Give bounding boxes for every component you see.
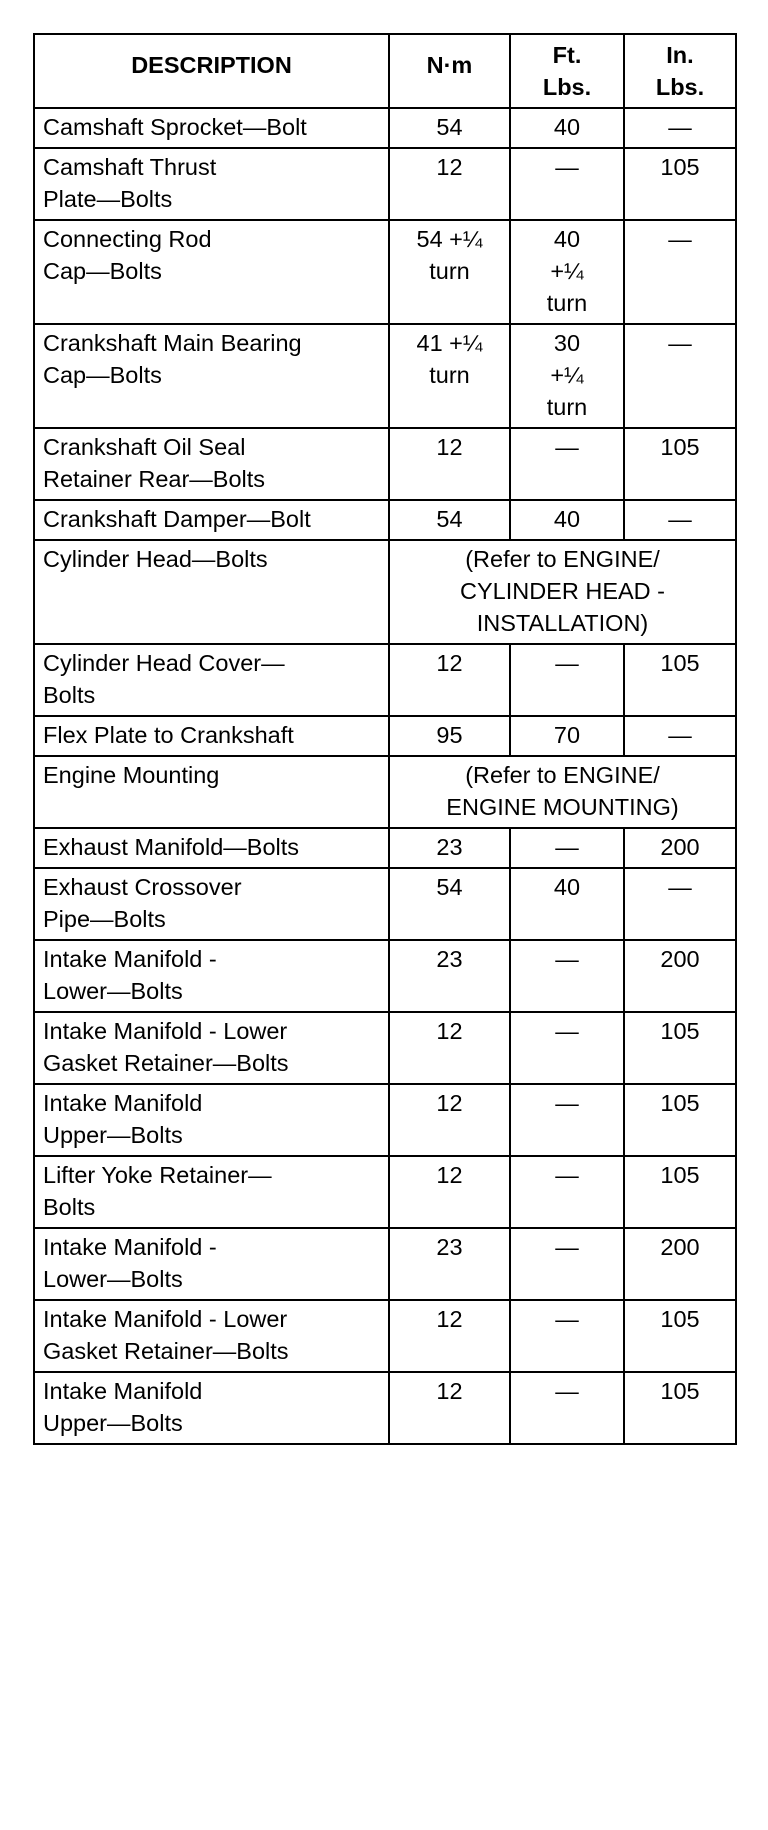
row-inch-pounds: —	[624, 220, 736, 324]
row-newton-meters: 12	[389, 1372, 510, 1444]
row-description: Cylinder Head—Bolts	[34, 540, 389, 644]
row-foot-pounds: 30 +¼ turn	[510, 324, 624, 428]
table-row	[34, 220, 736, 324]
row-foot-pounds: 40	[510, 108, 624, 148]
row-description: Engine Mounting	[34, 756, 389, 828]
row-foot-pounds: —	[510, 1372, 624, 1444]
row-newton-meters: 54	[389, 868, 510, 940]
row-description: Cylinder Head Cover— Bolts	[34, 644, 389, 716]
row-newton-meters: 23	[389, 1228, 510, 1300]
torque-specifications-table	[33, 33, 737, 1445]
row-newton-meters: 23	[389, 828, 510, 868]
row-inch-pounds: 105	[624, 148, 736, 220]
table-row	[34, 1300, 736, 1372]
row-newton-meters: 12	[389, 644, 510, 716]
header-description: DESCRIPTION	[34, 34, 389, 108]
row-inch-pounds: 105	[624, 1012, 736, 1084]
row-foot-pounds: 40	[510, 500, 624, 540]
row-newton-meters: 23	[389, 940, 510, 1012]
table-row	[34, 540, 736, 644]
table-row	[34, 428, 736, 500]
table-row	[34, 1012, 736, 1084]
row-description: Intake Manifold - Lower—Bolts	[34, 1228, 389, 1300]
table-row	[34, 1372, 736, 1444]
row-inch-pounds: 105	[624, 644, 736, 716]
row-inch-pounds: 105	[624, 1300, 736, 1372]
row-description: Intake Manifold - Lower—Bolts	[34, 940, 389, 1012]
row-foot-pounds: —	[510, 1300, 624, 1372]
table-row	[34, 868, 736, 940]
row-inch-pounds: —	[624, 868, 736, 940]
row-foot-pounds: 40 +¼ turn	[510, 220, 624, 324]
row-description: Camshaft Sprocket—Bolt	[34, 108, 389, 148]
row-inch-pounds: 105	[624, 1372, 736, 1444]
table-row	[34, 716, 736, 756]
row-foot-pounds: —	[510, 644, 624, 716]
row-reference-note: (Refer to ENGINE/ CYLINDER HEAD - INSTALLATION)	[389, 540, 736, 644]
row-newton-meters: 54	[389, 500, 510, 540]
row-inch-pounds: —	[624, 500, 736, 540]
table-row	[34, 108, 736, 148]
row-newton-meters: 12	[389, 148, 510, 220]
row-description: Intake Manifold Upper—Bolts	[34, 1084, 389, 1156]
row-description: Exhaust Crossover Pipe—Bolts	[34, 868, 389, 940]
row-description: Flex Plate to Crankshaft	[34, 716, 389, 756]
row-description: Lifter Yoke Retainer— Bolts	[34, 1156, 389, 1228]
row-inch-pounds: —	[624, 108, 736, 148]
row-newton-meters: 95	[389, 716, 510, 756]
row-inch-pounds: 200	[624, 940, 736, 1012]
table-body	[34, 108, 736, 1444]
row-foot-pounds: —	[510, 1156, 624, 1228]
row-inch-pounds: —	[624, 716, 736, 756]
row-newton-meters: 41 +¼ turn	[389, 324, 510, 428]
row-inch-pounds: —	[624, 324, 736, 428]
row-inch-pounds: 200	[624, 1228, 736, 1300]
row-description: Camshaft Thrust Plate—Bolts	[34, 148, 389, 220]
row-newton-meters: 54	[389, 108, 510, 148]
table-row	[34, 756, 736, 828]
row-foot-pounds: —	[510, 1084, 624, 1156]
row-foot-pounds: —	[510, 148, 624, 220]
row-description: Crankshaft Damper—Bolt	[34, 500, 389, 540]
row-inch-pounds: 105	[624, 1084, 736, 1156]
table-row	[34, 148, 736, 220]
table-row	[34, 1228, 736, 1300]
table-header-row	[34, 34, 736, 108]
row-newton-meters: 54 +¼ turn	[389, 220, 510, 324]
row-inch-pounds: 105	[624, 1156, 736, 1228]
table-row	[34, 644, 736, 716]
table-row	[34, 940, 736, 1012]
row-newton-meters: 12	[389, 1012, 510, 1084]
row-newton-meters: 12	[389, 1084, 510, 1156]
row-description: Intake Manifold - Lower Gasket Retainer—Bolts	[34, 1012, 389, 1084]
row-reference-note: (Refer to ENGINE/ ENGINE MOUNTING)	[389, 756, 736, 828]
row-description: Connecting Rod Cap—Bolts	[34, 220, 389, 324]
row-inch-pounds: 200	[624, 828, 736, 868]
table-row	[34, 324, 736, 428]
table-row	[34, 828, 736, 868]
row-foot-pounds: 40	[510, 868, 624, 940]
row-newton-meters: 12	[389, 1300, 510, 1372]
row-foot-pounds: —	[510, 1228, 624, 1300]
row-description: Exhaust Manifold—Bolts	[34, 828, 389, 868]
row-description: Intake Manifold - Lower Gasket Retainer—Bolts	[34, 1300, 389, 1372]
row-description: Crankshaft Oil Seal Retainer Rear—Bolts	[34, 428, 389, 500]
header-foot-pounds: Ft. Lbs.	[510, 34, 624, 108]
table-row	[34, 1156, 736, 1228]
row-newton-meters: 12	[389, 1156, 510, 1228]
header-newton-meters: N·m	[389, 34, 510, 108]
header-inch-pounds: In. Lbs.	[624, 34, 736, 108]
row-description: Intake Manifold Upper—Bolts	[34, 1372, 389, 1444]
table-row	[34, 1084, 736, 1156]
row-foot-pounds: —	[510, 940, 624, 1012]
row-foot-pounds: —	[510, 828, 624, 868]
row-description: Crankshaft Main Bearing Cap—Bolts	[34, 324, 389, 428]
row-foot-pounds: —	[510, 428, 624, 500]
row-inch-pounds: 105	[624, 428, 736, 500]
row-foot-pounds: 70	[510, 716, 624, 756]
row-foot-pounds: —	[510, 1012, 624, 1084]
table-row	[34, 500, 736, 540]
row-newton-meters: 12	[389, 428, 510, 500]
